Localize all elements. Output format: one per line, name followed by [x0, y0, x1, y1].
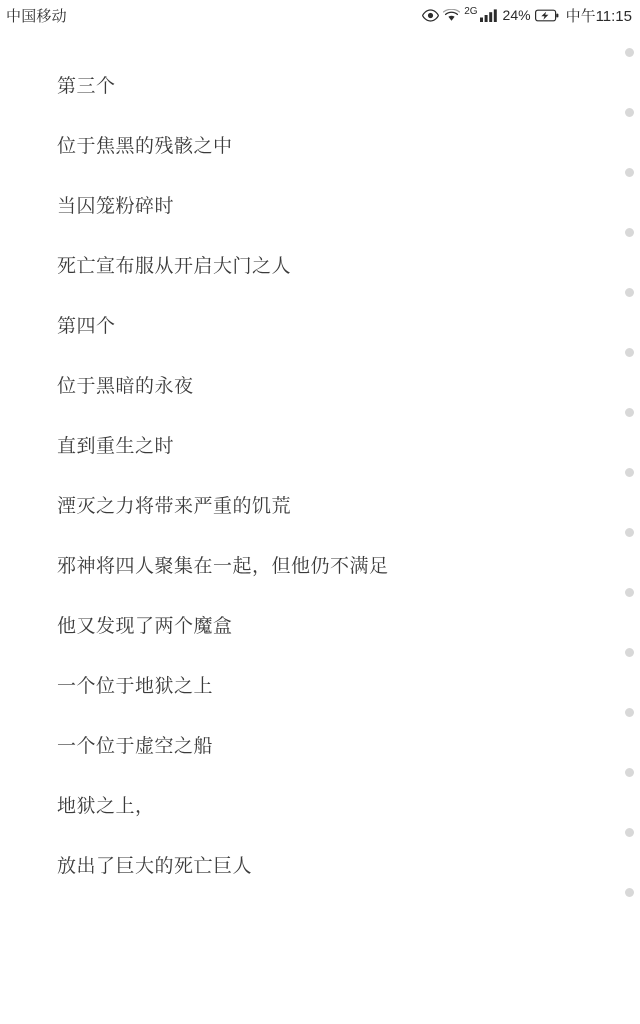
text-line: 一个位于地狱之上	[57, 674, 214, 697]
reader-content[interactable]	[0, 30, 640, 1024]
status-bar-right	[422, 5, 632, 26]
status-bar-left	[6, 5, 67, 26]
text-line: 地狱之上，	[57, 794, 155, 817]
text-line-list	[0, 30, 640, 956]
text-line: 死亡宣布服从开启大门之人	[57, 254, 292, 277]
battery-percent-label: 24%	[502, 7, 531, 23]
text-line: 邪神将四人聚集在一起，但他仍不满足	[57, 554, 389, 577]
page-bottom-margin	[0, 914, 640, 1024]
text-line: 湮灭之力将带来严重的饥荒	[57, 494, 292, 517]
text-line: 当囚笼粉碎时	[57, 194, 175, 217]
text-line: 位于焦黑的残骸之中	[57, 134, 233, 157]
text-line: 一个位于虚空之船	[57, 734, 214, 757]
clock-label: 中午11:15	[565, 7, 632, 25]
eye-comfort-icon	[422, 9, 439, 22]
text-line: 第四个	[57, 314, 116, 337]
text-line: 位于黑暗的永夜	[57, 374, 194, 397]
network-type-label: 2G	[464, 5, 478, 17]
wifi-icon	[443, 9, 460, 22]
text-line: 他又发现了两个魔盒	[57, 614, 233, 637]
text-line: 放出了巨大的死亡巨人	[57, 854, 253, 877]
carrier-label: 中国移动	[6, 7, 67, 25]
text-line: 直到重生之时	[57, 434, 175, 457]
status-bar	[0, 0, 640, 30]
battery-charging-icon	[535, 9, 559, 22]
text-line: 第三个	[57, 74, 116, 97]
signal-bars-icon	[480, 9, 498, 22]
